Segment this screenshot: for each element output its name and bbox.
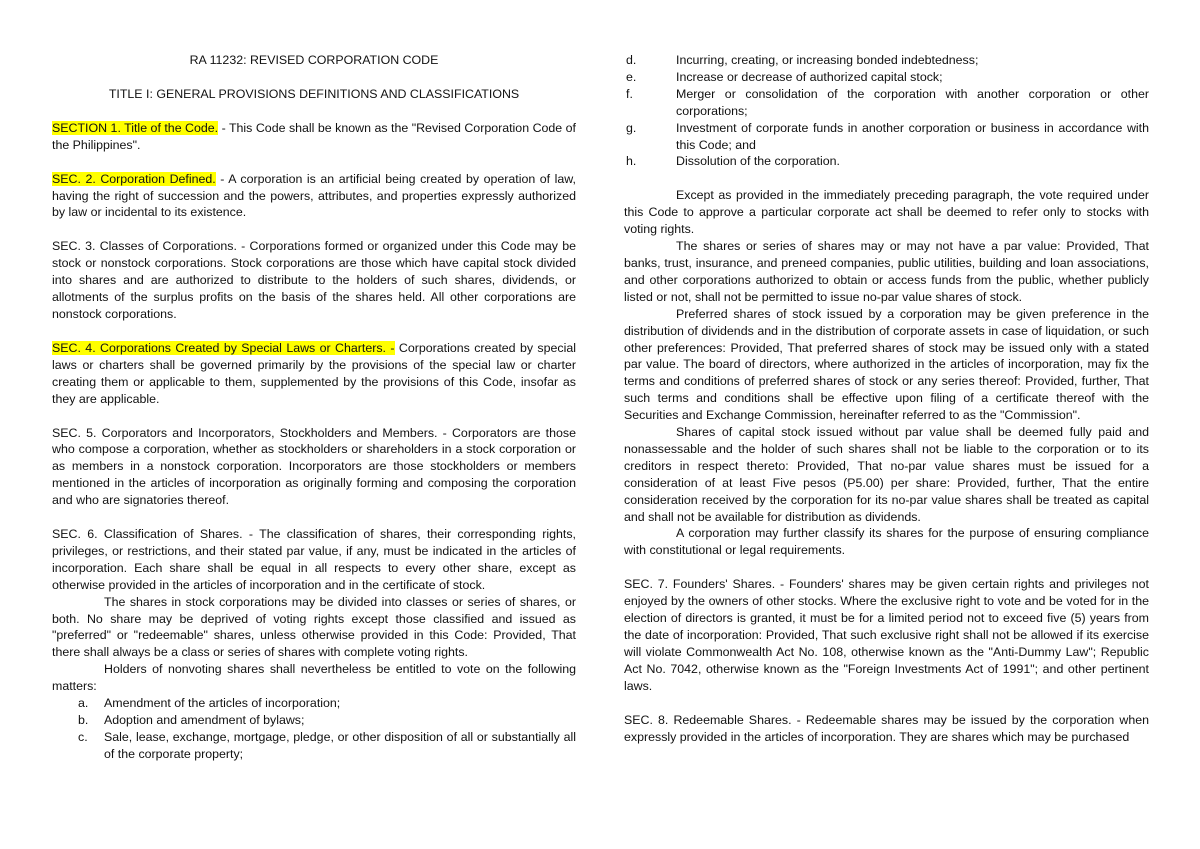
section-6-paragraph-2: The shares in stock corporations may be divided into classes or series of shares, or both. No share may be deprived of voting rights except those classified and issued as "preferred" or "redeemable" shares, unless otherwise provided in this Code: Provided, That there shall always be a class or series of shares with complete voting rights. bbox=[52, 594, 576, 660]
list-item: c. Sale, lease, exchange, mortgage, pledge, or other disposition of all or substantially all of the corporate property; bbox=[78, 729, 576, 761]
list-item: h. Dissolution of the corporation. bbox=[626, 154, 840, 169]
section-2 bbox=[52, 171, 576, 222]
list-item: f. Merger or consolidation of the corporation with another corporation or other corporations; bbox=[626, 86, 1149, 118]
paragraph-preferred-shares: Preferred shares of stock issued by a corporation may be given preference in the distribution of dividends and in the distribution of corporate assets in case of liquidation, or such other preferences: Provided, That preferred shares of stock may be issued only with a stated par value. The board of directors, where authorized in the articles of incorporation, may fix the terms and conditions of preferred shares of stock or any series thereof: Provided, further, That such terms and conditions shall be effective upon filing of a certificate thereof with the Securities and Exchange Commission, hereinafter referred to as the "Commission". bbox=[624, 306, 1149, 423]
right-column bbox=[624, 52, 1149, 745]
list-item: e. Increase or decrease of authorized capital stock; bbox=[626, 69, 943, 84]
title-heading: TITLE I: GENERAL PROVISIONS DEFINITIONS AND CLASSIFICATIONS bbox=[108, 86, 520, 101]
paragraph-except: Except as provided in the immediately preceding paragraph, the vote required under this Code to approve a particular corporate act shall be deemed to refer only to stocks with voting rights. bbox=[624, 188, 1149, 237]
section-6-paragraph-1: SEC. 6. Classification of Shares. - The classification of shares, their corresponding rights, privileges, or restrictions, and their stated par value, if any, must be indicated in the articles of incorporation. Each share shall be equal in all respects to every other share, except as otherwise provided in the articles of incorporation and in the certificate of stock. bbox=[52, 527, 576, 592]
section-4-heading: SEC. 4. Corporations Created by Special Laws or Charters. - bbox=[52, 340, 395, 355]
paragraph-no-par-shares: Shares of capital stock issued without par value shall be deemed fully paid and nonassessable and the holder of such shares shall not be liable to the corporation or to its creditors in respect thereto: Provided, That no-par value shares must be issued for a consideration of at least Five pesos (P5.00) per share: Provided, further, That the entire consideration received by the corporation for its no-par value shares shall be treated as capital and shall not be available for distribution as dividends. bbox=[624, 425, 1149, 524]
section-3: SEC. 3. Classes of Corporations. - Corporations formed or organized under this Code may be stock or nonstock corporations. Stock corporations are those which have capital stock divided into shares and are authorized to distribute to the holders of such shares, dividends, or allotments of the surplus profits on the basis of the shares held. All other corporations are nonstock corporations. bbox=[52, 239, 576, 321]
section-2-text: - A corporation is an artificial being created by operation of law, having the right of succession and the powers, attributes, and properties expressly authorized by law or incidental to its existence. bbox=[52, 171, 576, 220]
section-7: SEC. 7. Founders' Shares. - Founders' shares may be given certain rights and privileges not enjoyed by the owners of other stocks. Where the exclusive right to vote and be voted for in the election of directors is granted, it must be for a limited period not to exceed five (5) years from the date of incorporation: Provided, That such exclusive right shall not be allowed if its exercise will violate Commonwealth Act No. 108, otherwise known as the "Anti-Dummy Law"; Republic Act No. 7042, otherwise known as the "Foreign Investments Act of 1991"; and other pertinent laws. bbox=[624, 577, 1149, 693]
list-item: d. Incurring, creating, or increasing bonded indebtedness; bbox=[626, 53, 979, 67]
section-1-heading: SECTION 1. Title of the Code. bbox=[52, 120, 219, 135]
section-1 bbox=[52, 120, 576, 154]
list-item: b. Adoption and amendment of bylaws; bbox=[78, 713, 305, 727]
left-column bbox=[52, 52, 576, 763]
section-8: SEC. 8. Redeemable Shares. - Redeemable shares may be issued by the corporation when expressly provided in the articles of incorporation. They are shares which may be purchased bbox=[624, 712, 1149, 744]
voting-matters-list-right bbox=[624, 52, 1149, 170]
section-2-heading: SEC. 2. Corporation Defined. bbox=[52, 171, 216, 186]
section-6-paragraph-3: Holders of nonvoting shares shall nevertheless be entitled to vote on the following matters: bbox=[52, 662, 576, 694]
list-item: a. Amendment of the articles of incorporation; bbox=[78, 696, 341, 711]
voting-matters-list-left bbox=[52, 695, 576, 763]
paragraph-par-value: The shares or series of shares may or may not have a par value: Provided, That banks, trust, insurance, and preneed companies, public utilities, building and loan associations, and other corporations authorized to obtain or access funds from the public, whether publicly listed or not, shall not be permitted to issue no-par value shares of stock. bbox=[624, 239, 1149, 304]
section-5: SEC. 5. Corporators and Incorporators, Stockholders and Members. - Corporators are those who compose a corporation, whether as stockholders or shareholders in a stock corporation or as members in a nonstock corporation. Incorporators are those stockholders or members mentioned in the articles of incorporation as originally forming and composing the corporation and who are signatories thereof. bbox=[52, 425, 576, 508]
section-1-text: - This Code shall be known as the "Revised Corporation Code of the Philippines". bbox=[52, 120, 576, 152]
document-title: RA 11232: REVISED CORPORATION CODE bbox=[189, 53, 439, 67]
paragraph-classify: A corporation may further classify its shares for the purpose of ensuring compliance with constitutional or legal requirements. bbox=[624, 526, 1149, 558]
section-4-text: Corporations created by special laws or charters shall be governed primarily by the provisions of the special law or charter creating them or applicable to them, supplemented by the provisions of this Code, insofar as they are applicable. bbox=[52, 340, 576, 406]
section-4 bbox=[52, 340, 576, 408]
list-item: g. Investment of corporate funds in another corporation or business in accordance with this Code; and bbox=[626, 120, 1149, 152]
